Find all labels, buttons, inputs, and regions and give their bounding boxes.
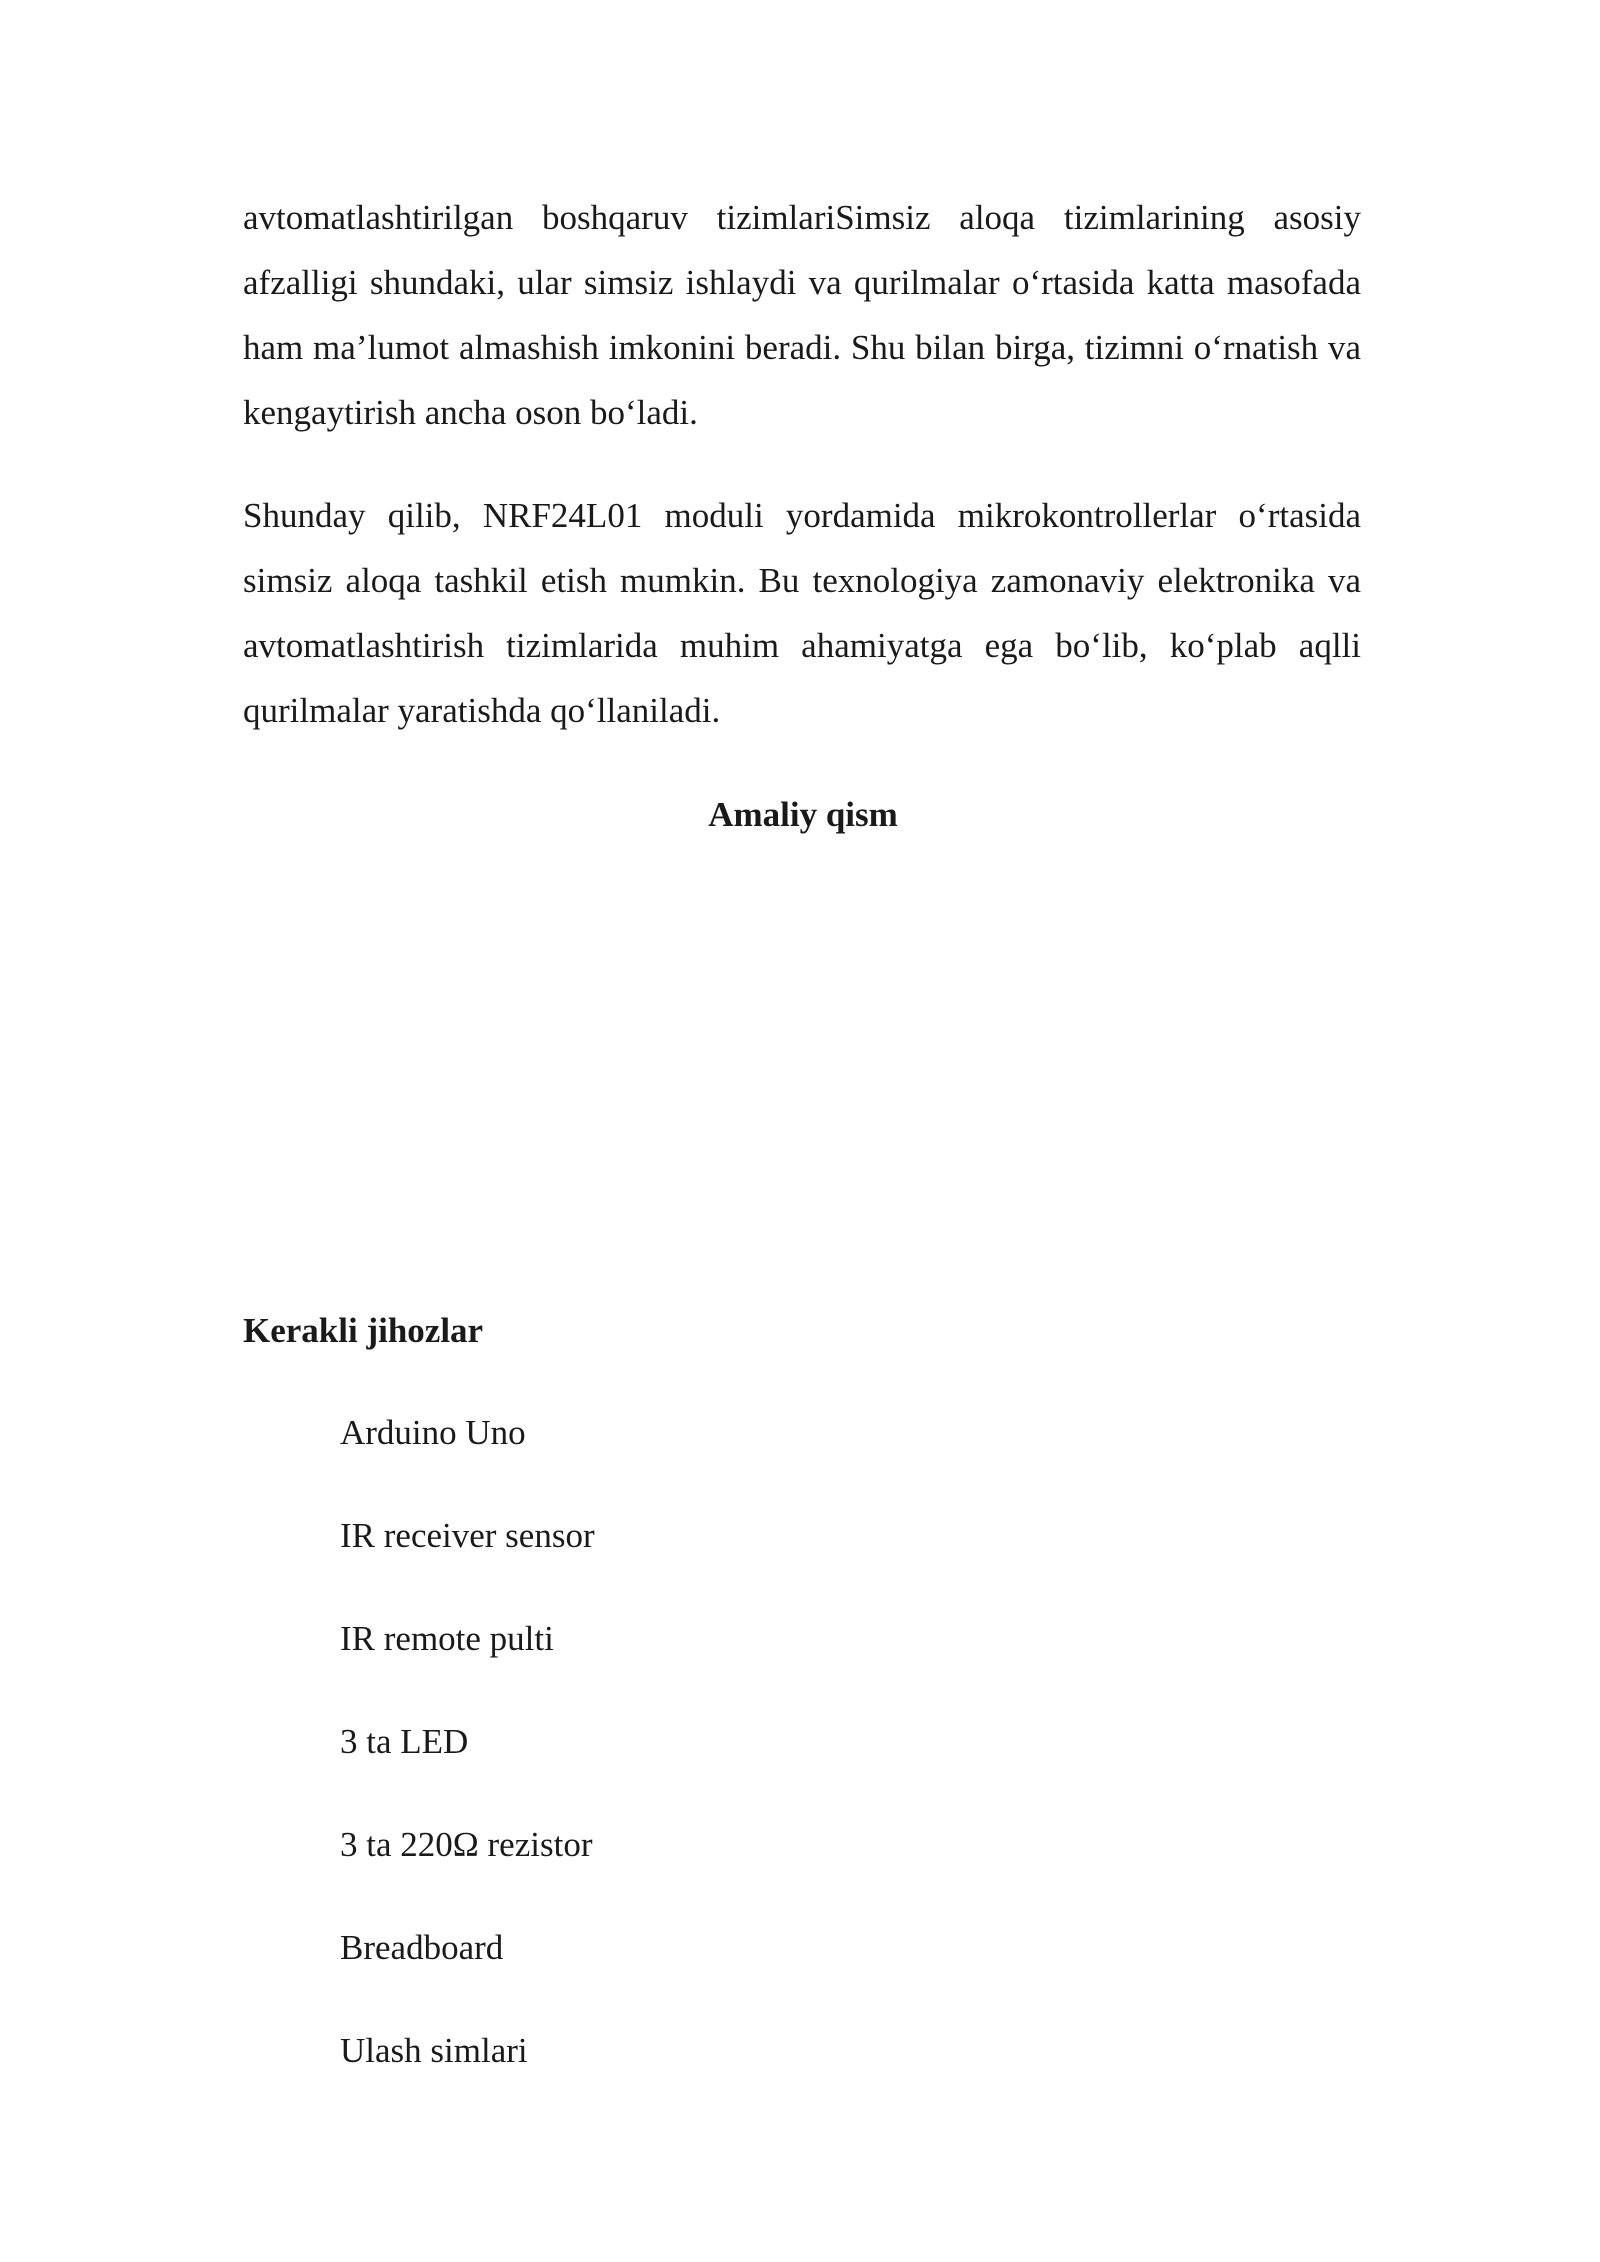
equipment-item-led: 3 ta LED [340, 1722, 469, 1761]
equipment-item-ir-receiver: IR receiver sensor [340, 1516, 595, 1555]
equipment-item-wires: Ulash simlari [340, 2031, 528, 2070]
equipment-heading: Kerakli jihozlar [243, 1311, 484, 1350]
equipment-item-arduino-uno: Arduino Uno [340, 1413, 526, 1452]
section-heading-practical: Amaliy qism [708, 795, 898, 834]
equipment-item-resistor: 3 ta 220Ω rezistor [340, 1825, 593, 1864]
equipment-item-ir-remote: IR remote pulti [340, 1619, 554, 1658]
paragraph-nrf24l01-summary: Shunday qilib, NRF24L01 moduli yordamida mikrokontrollerlar o‘rtasida simsiz aloqa tashkil etish mumkin. Bu texnologiya zamonaviy elektronika va avtomatlashtirish tizimlarida muhim ahamiyatga ega bo‘lib, ko‘plab aqlli qurilmalar yaratishda qo‘llaniladi. [243, 496, 1361, 730]
paragraph-wireless-advantages: avtomatlashtirilgan boshqaruv tizimlariSimsiz aloqa tizimlarining asosiy afzalligi shundaki, ular simsiz ishlaydi va qurilmalar o‘rtasida katta masofada ham ma’lumot almashish imkonini beradi. Shu bilan birga, tizimni o‘rnatish va kengaytirish ancha oson bo‘ladi. [243, 198, 1361, 432]
equipment-list [340, 1400, 595, 2121]
equipment-item-breadboard: Breadboard [340, 1928, 504, 1967]
